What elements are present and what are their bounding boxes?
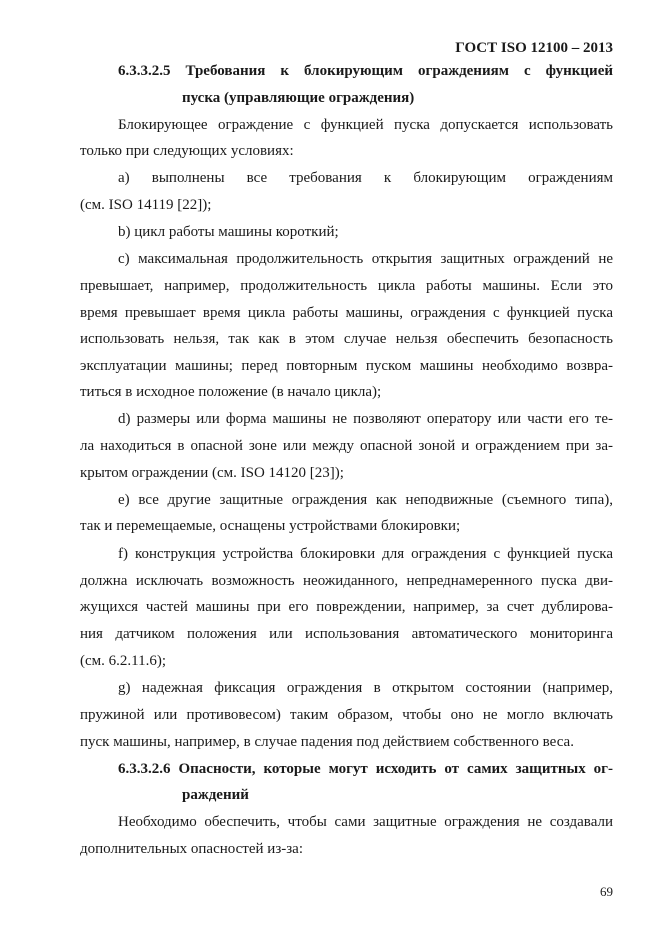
list-item-c-cont: использовать нельзя, так как в этом случае нельзя обеспечить безопасность bbox=[80, 331, 613, 347]
list-item-g: g) надежная фиксация ограждения в открытом состоянии (например, bbox=[118, 680, 613, 696]
paragraph-line: Необходимо обеспечить, чтобы сами защитные ограждения не создавали bbox=[118, 814, 613, 830]
list-item-c-cont: эксплуатации машины; перед повторным пуском машины необходимо возвра- bbox=[80, 358, 613, 374]
paragraph-line: только при следующих условиях: bbox=[80, 143, 294, 159]
paragraph-line: Блокирующее ограждение с функцией пуска допускается использовать bbox=[118, 117, 613, 133]
section-heading-6-3-3-2-5: 6.3.3.2.5 Требования к блокирующим ограждениям с функцией bbox=[118, 63, 613, 79]
list-item-f: f) конструкция устройства блокировки для ограждения с функцией пуска bbox=[118, 546, 613, 562]
section-heading-6-3-3-2-6: 6.3.3.2.6 Опасности, которые могут исходить от самих защитных ог- bbox=[118, 761, 613, 777]
list-item-d: d) размеры или форма машины не позволяют оператору или части его те- bbox=[118, 411, 613, 427]
list-item-c-cont: время превышает время цикла работы машины, ограждения с функцией пуска bbox=[80, 305, 613, 321]
list-item-a: a) выполнены все требования к блокирующим ограждениям bbox=[118, 170, 613, 186]
list-item-f-cont: (см. 6.2.11.6); bbox=[80, 653, 167, 669]
list-item-c-cont: титься в исходное положение (в начало цикла); bbox=[80, 384, 382, 400]
page-number: 69 bbox=[600, 884, 613, 899]
list-item-e-cont: так и перемещаемые, оснащены устройствами блокировки; bbox=[80, 518, 461, 534]
list-item-a-cont: (см. ISO 14119 [22]); bbox=[80, 197, 212, 213]
list-item-d-cont: крытом ограждении (см. ISO 14120 [23]); bbox=[80, 465, 344, 481]
list-item-f-cont: жущихся частей машины при его повреждении, например, за счет дублирова- bbox=[80, 599, 613, 615]
list-item-b: b) цикл работы машины короткий; bbox=[118, 224, 339, 240]
list-item-f-cont: должна исключать возможность неожиданного, непреднамеренного пуска дви- bbox=[80, 573, 613, 589]
list-item-e: e) все другие защитные ограждения как неподвижные (съемного типа), bbox=[118, 492, 613, 508]
section-heading-6-3-3-2-6-cont: раждений bbox=[182, 787, 249, 803]
list-item-f-cont: ния датчиком положения или использования автоматического мониторинга bbox=[80, 626, 613, 642]
list-item-g-cont: пружиной или противовесом) таким образом, чтобы оно не могло включать bbox=[80, 707, 613, 723]
paragraph-line: дополнительных опасностей из-за: bbox=[80, 841, 303, 857]
list-item-g-cont: пуск машины, например, в случае падения под действием собственного веса. bbox=[80, 734, 574, 750]
section-heading-6-3-3-2-5-cont: пуска (управляющие ограждения) bbox=[182, 90, 415, 106]
list-item-c-cont: превышает, например, продолжительность цикла работы машины. Если это bbox=[80, 278, 613, 294]
document-header: ГОСТ ISO 12100 – 2013 bbox=[455, 40, 613, 56]
list-item-d-cont: ла находиться в опасной зоне или между опасной зоной и ограждением при за- bbox=[80, 438, 613, 454]
list-item-c: c) максимальная продолжительность открытия защитных ограждений не bbox=[118, 251, 613, 267]
